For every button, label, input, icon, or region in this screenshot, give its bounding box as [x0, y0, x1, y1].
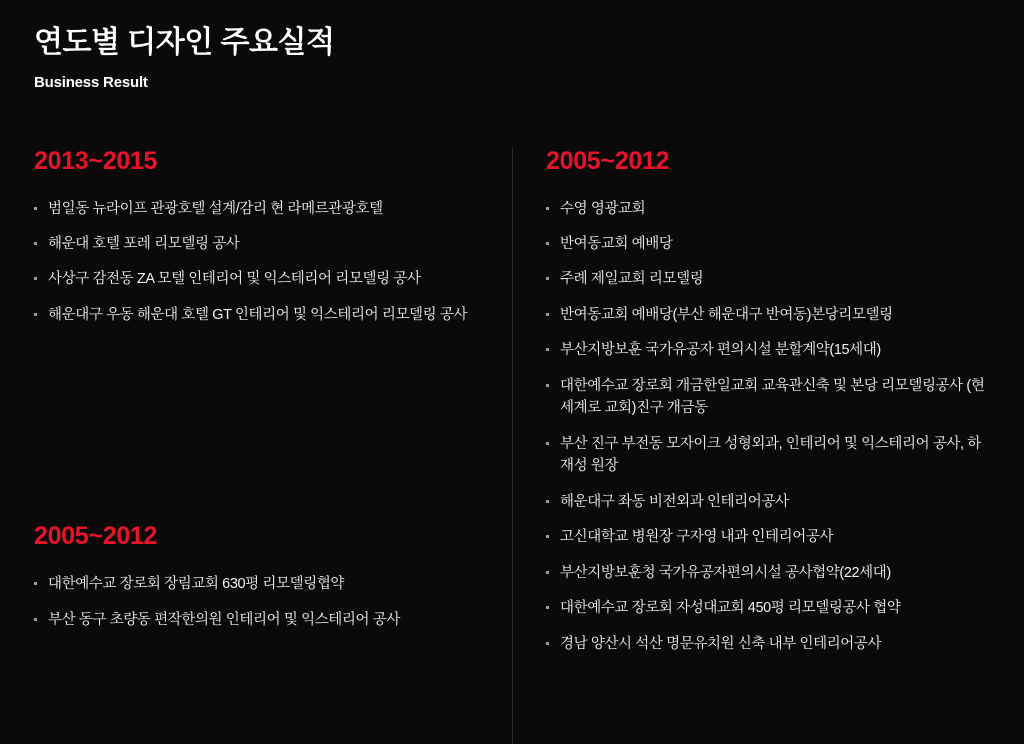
list-item — [34, 198, 472, 220]
list-item-label: 대한예수교 장로회 자성대교회 450평 리모델링공사 협약 — [560, 600, 901, 617]
list-item-label: 사상구 감전동 ZA 모텔 인테리어 및 익스테리어 리모델링 공사 — [48, 271, 421, 288]
left-column — [34, 147, 512, 744]
bullet-icon — [34, 277, 37, 280]
bullet-icon — [546, 277, 549, 280]
list-item — [34, 233, 472, 255]
list-item — [546, 433, 990, 478]
bullet-icon — [34, 313, 37, 316]
list-item — [546, 526, 990, 548]
bullet-icon — [546, 242, 549, 245]
list-item — [546, 198, 990, 220]
list-item-label: 반여동교회 예배당(부산 해운대구 반여동)본당리모델링 — [560, 306, 893, 323]
list-item-label: 고신대학교 병원장 구자영 내과 인테리어공사 — [560, 529, 834, 546]
list-item — [546, 562, 990, 584]
list-item-label: 부산 동구 초량동 편작한의원 인테리어 및 익스테리어 공사 — [48, 611, 400, 628]
list-item-label: 해운대 호텔 포레 리모델링 공사 — [48, 235, 240, 252]
list-item-label: 부산 진구 부전동 모자이크 성형외과, 인테리어 및 익스테리어 공사, 하재성 원장 — [560, 435, 981, 475]
page-header — [34, 24, 990, 91]
content-columns — [34, 147, 990, 744]
list-item-label: 범일동 뉴라이프 관광호텔 설계/감리 현 라메르관광호텔 — [48, 200, 383, 217]
list-item — [34, 609, 472, 631]
right-column — [512, 147, 990, 744]
bullet-icon — [34, 242, 37, 245]
list-item — [546, 339, 990, 361]
list-item-label: 부산지방보훈청 국가유공자편의시설 공사협약(22세대) — [560, 564, 891, 581]
list-item-label: 대한예수교 장로회 장림교회 630평 리모델링협약 — [48, 576, 345, 593]
bullet-icon — [546, 207, 549, 210]
list-item-label: 대한예수교 장로회 개금한일교회 교육관신축 및 본당 리모델링공사 (현 세계로 교회)진구 개금동 — [560, 377, 985, 417]
bullet-icon — [546, 348, 549, 351]
list-item — [546, 268, 990, 290]
bullet-icon — [34, 618, 37, 621]
bullet-icon — [34, 207, 37, 210]
list-item — [34, 573, 472, 595]
list-item-label: 경남 양산시 석산 명문유치원 신축 내부 인테리어공사 — [560, 635, 882, 652]
bullet-icon — [546, 571, 549, 574]
list-item — [546, 633, 990, 655]
list-item-label: 반여동교회 예배당 — [560, 235, 673, 252]
list-item — [546, 597, 990, 619]
list-item — [546, 375, 990, 420]
bullet-icon — [546, 535, 549, 538]
section-heading-2005-2012-right: 2005~2012 — [546, 146, 670, 175]
right-list-2005-2012 — [546, 198, 990, 656]
list-item — [34, 268, 472, 290]
bullet-icon — [546, 442, 549, 445]
left-list-2005-2012 — [34, 573, 472, 631]
bullet-icon — [34, 582, 37, 585]
list-item — [34, 304, 472, 326]
list-item — [546, 304, 990, 326]
list-item — [546, 233, 990, 255]
page-title: 연도별 디자인 주요실적 — [34, 26, 335, 59]
list-item — [546, 491, 990, 513]
bullet-icon — [546, 500, 549, 503]
list-item-label: 해운대구 좌동 비전외과 인테리어공사 — [560, 493, 789, 510]
bullet-icon — [546, 384, 549, 387]
list-item-label: 주례 제일교회 리모델링 — [560, 271, 704, 288]
section-heading-2005-2012-left: 2005~2012 — [34, 522, 158, 551]
list-item-label: 해운대구 우동 해운대 호텔 GT 인테리어 및 익스테리어 리모델링 공사 — [48, 306, 468, 323]
bullet-icon — [546, 313, 549, 316]
page-subtitle: Business Result — [34, 73, 148, 91]
bullet-icon — [546, 642, 549, 645]
section-heading-2013-2015: 2013~2015 — [34, 146, 158, 175]
bullet-icon — [546, 606, 549, 609]
list-item-label: 부산지방보훈 국가유공자 편의시설 분할계약(15세대) — [560, 342, 881, 359]
left-list-2013-2015 — [34, 198, 472, 327]
list-item-label: 수영 영광교회 — [560, 200, 646, 217]
